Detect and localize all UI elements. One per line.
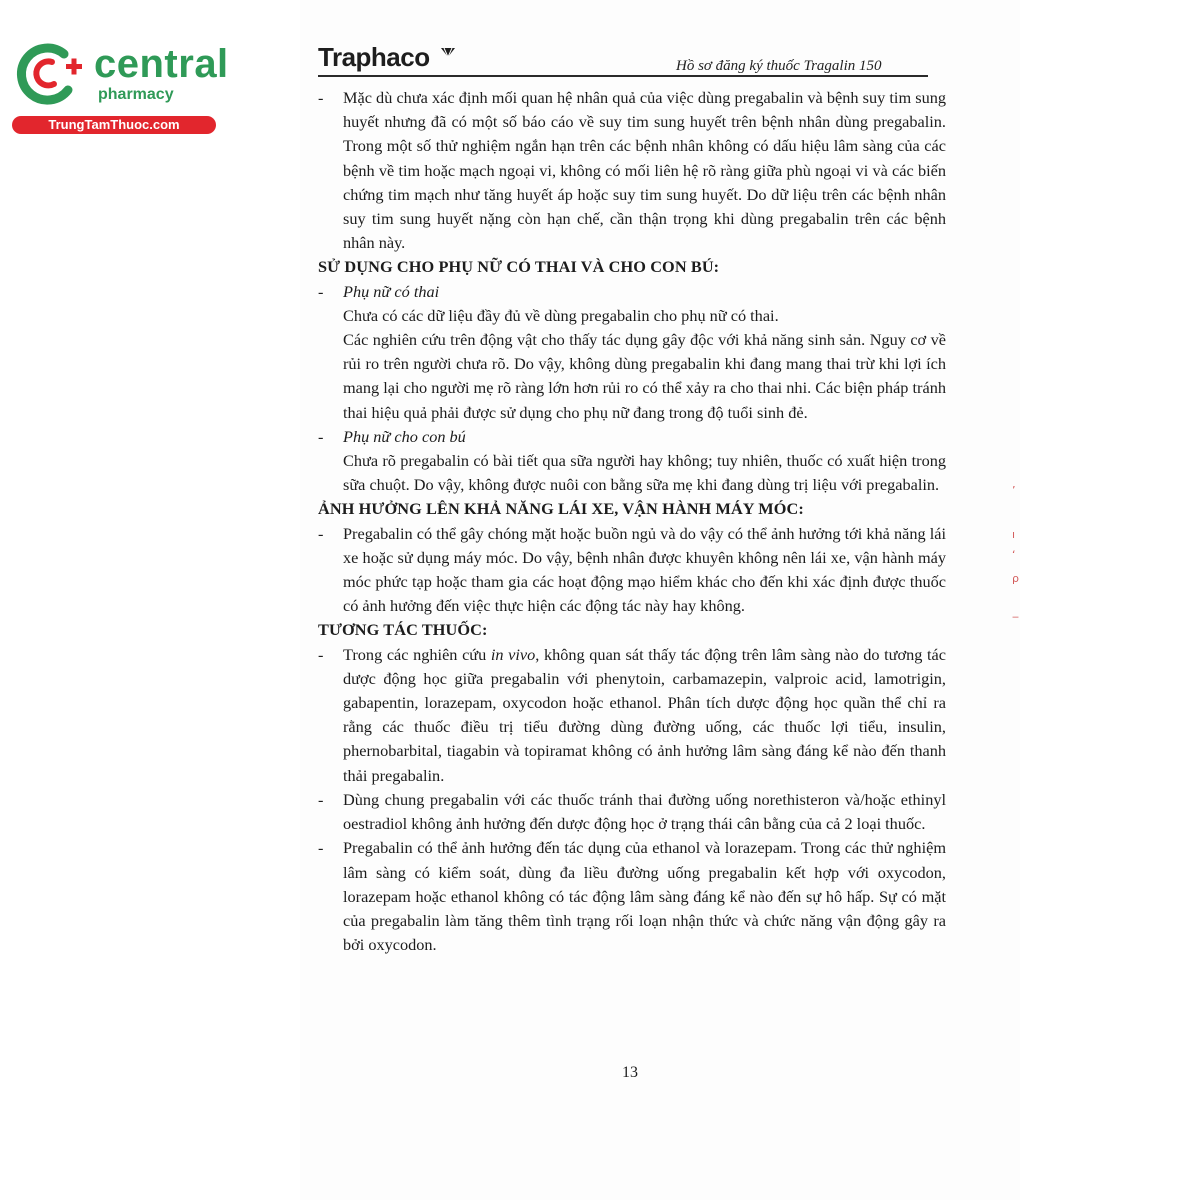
watermark-name: central <box>94 42 229 86</box>
bullet-dash: - <box>318 789 324 809</box>
nursing-subheading <box>318 425 946 449</box>
stamp-mark: ‒ <box>1012 610 1019 623</box>
section-heading-driving: ẢNH HƯỞNG LÊN KHẢ NĂNG LÁI XE, VẬN HÀNH MÁY MÓC: <box>318 499 804 519</box>
bullet-dash: - <box>318 644 324 664</box>
bullet-dash: - <box>318 88 324 107</box>
bullet-dash: - <box>318 523 324 543</box>
diamond-icon <box>440 46 456 58</box>
interaction-text-3: Pregabalin có thể ảnh hưởng đến tác dụng của ethanol và lorazepam. Trong các thử nghiệm lâm sàng có kiểm soát, dùng đa liều đường uống pregabalin kết hợp với oxycodon, lorazepam hoặc ethanol không có tác động lâm sàng đáng kể nào đến sự hô hấp. Sự có mặt của pregabalin làm tăng thêm tình trạng rối loạn nhận thức và chức năng vận động gây ra bởi oxycodon. <box>343 838 946 955</box>
interaction-item-2 <box>318 788 946 836</box>
bullet-dash: - <box>318 838 324 858</box>
bullet-dash: - <box>318 281 324 301</box>
document-body <box>318 86 946 957</box>
page-number: 13 <box>622 1064 638 1081</box>
watermark-subtitle: pharmacy <box>98 86 174 103</box>
pregnant-paragraph-2: Các nghiên cứu trên động vật cho thấy tác dụng gây độc với khả năng sinh sản. Nguy cơ về rủi ro trên người chưa rõ. Do vậy, không dùng pregabalin khi đang mang thai trừ khi lợi ích mang lại cho người mẹ rõ ràng lớn hơn rủi ro có thể xảy ra cho thai nhi. Các biện pháp tránh thai hiệu quả phải được sử dụng cho phụ nữ đang trong độ tuổi sinh đẻ. <box>343 330 946 422</box>
section-heading-pregnancy: SỬ DỤNG CHO PHỤ NỮ CÓ THAI VÀ CHO CON BÚ: <box>318 257 720 277</box>
pregnant-title: Phụ nữ có thai <box>343 281 440 301</box>
bullet-dash: - <box>318 426 324 446</box>
driving-text: Pregabalin có thể gây chóng mặt hoặc buồn ngủ và do vậy có thể ảnh hưởng tới khả năng lái xe hoặc sử dụng máy móc. Do vậy, bệnh nhân được khuyên không nên lái xe, vận hành máy móc phức tạp hoặc tham gia các hoạt động mạo hiểm khác cho đến khi xác định được thuốc có ảnh hưởng đến việc thực hiện các động tác này hay không. <box>343 523 946 616</box>
interaction-text-1-end: , không quan sát thấy tác động trên lâm sàng nào do tương tác dược động học giữa pregabalin với phenytoin, carbamazepin, valproic acid, lamotrigin, gabapentin, lorazepam, oxycodon hoặc ethanol. Phân tích dược động học quần thể chỉ ra rằng các thuốc điều trị tiểu đường dùng đường uống, các thuốc lợi tiểu, insulin, phernobarbital, tiagabin và topiramat không có ảnh hưởng lâm sàng đáng kể nào đến thanh thải pregabalin. <box>343 644 946 785</box>
pharmacy-logo-icon <box>12 40 84 106</box>
driving-item-1 <box>318 522 946 619</box>
intro-paragraph <box>318 86 946 255</box>
brand-logo: Traphaco <box>318 42 430 72</box>
header-rule <box>318 75 928 77</box>
interaction-item-3 <box>318 836 946 957</box>
stamp-mark: ρ <box>1012 572 1019 585</box>
stamp-mark: ı <box>1012 528 1016 541</box>
nursing-title: Phụ nữ cho con bú <box>343 426 466 446</box>
interaction-text-2: Dùng chung pregabalin với các thuốc tránh thai đường uống norethisteron và/hoặc ethinyl oestradiol không ảnh hưởng đến dược động học ở trạng thái cân bằng của cả 2 loại thuốc. <box>343 789 946 834</box>
section-heading-interactions: TƯƠNG TÁC THUỐC: <box>318 620 488 640</box>
stamp-mark: ʻ <box>1012 548 1016 561</box>
interaction-text-1 <box>343 643 946 788</box>
document-title: Hồ sơ đăng ký thuốc Tragalin 150 <box>676 58 882 74</box>
watermark-url: TrungTamThuoc.com <box>12 116 216 134</box>
pharmacy-watermark <box>8 38 229 138</box>
interaction-text-1-start: Trong các nghiên cứu <box>343 644 491 664</box>
intro-text: Mặc dù chưa xác định mối quan hệ nhân quả của việc dùng pregabalin và bệnh suy tim sung huyết nhưng đã có một số báo cáo về suy tim sung huyết trên bệnh nhân dùng pregabalin. Trong một số thử nghiệm ngắn hạn trên các bệnh nhân không có dấu hiệu lâm sàng của các bệnh về tim hoặc mạch ngoại vi, không có mối liên hệ rõ ràng giữa phù ngoại vi và các biến chứng tim mạch như tăng huyết áp hoặc suy tim sung huyết. Do dữ liệu trên các bệnh nhân suy tim sung huyết nặng còn hạn chế, cần thận trọng khi dùng pregabalin trên các bệnh nhân này. <box>343 88 946 253</box>
pregnant-paragraph-1: Chưa có các dữ liệu đầy đủ về dùng pregabalin cho phụ nữ có thai. <box>343 305 779 325</box>
pregnant-subheading <box>318 280 946 304</box>
interaction-text-1-italic: in vivo <box>490 644 536 664</box>
interaction-item-1 <box>318 643 946 788</box>
nursing-paragraph-1: Chưa rõ pregabalin có bài tiết qua sữa người hay không; tuy nhiên, thuốc có xuất hiện trong sữa chuột. Do vậy, không được nuôi con bằng sữa mẹ khi đang dùng trị liệu với pregabalin. <box>343 451 946 495</box>
stamp-mark: ʼ <box>1012 484 1016 497</box>
